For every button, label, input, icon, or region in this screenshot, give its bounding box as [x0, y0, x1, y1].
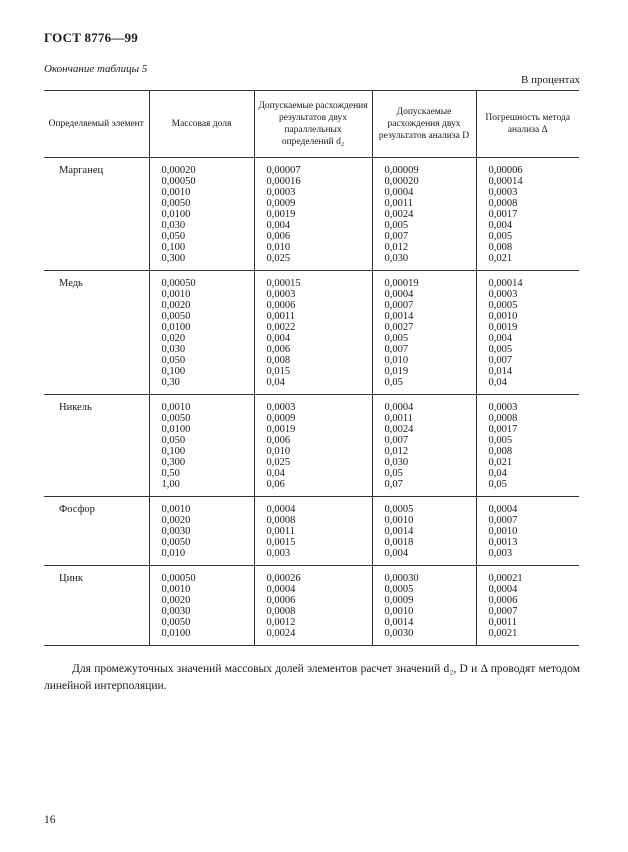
value: 0,0020 [161, 515, 191, 526]
value: 0,004 [488, 333, 513, 344]
cell-mass [149, 395, 254, 497]
element-name: Цинк [44, 566, 149, 646]
cell-mass [149, 566, 254, 646]
column-header-delta: Погрешность метода анализа Δ [476, 91, 579, 158]
value: 0,0004 [384, 402, 414, 413]
value: 0,0030 [161, 526, 191, 537]
value: 0,019 [384, 366, 409, 377]
value: 0,00014 [488, 278, 523, 289]
value: 0,030 [161, 220, 186, 231]
cell-d2 [254, 271, 372, 395]
cell-d2 [254, 497, 372, 566]
cell-delta [476, 158, 579, 271]
value: 0,012 [384, 446, 409, 457]
value: 0,0020 [161, 300, 191, 311]
value: 0,007 [488, 355, 513, 366]
value: 0,0008 [266, 515, 296, 526]
value: 0,025 [266, 253, 291, 264]
value: 0,006 [266, 435, 291, 446]
element-name: Марганец [44, 158, 149, 271]
interpolation-note: Для промежуточных значений массовых долей элементов расчет значений d₂, D и Δ проводят методом линейной интерполяции. [44, 663, 580, 692]
cell-delta [476, 566, 579, 646]
value: 0,010 [266, 242, 291, 253]
value: 0,0010 [384, 606, 414, 617]
value: 0,004 [488, 220, 513, 231]
value: 0,006 [266, 344, 291, 355]
value: 0,021 [488, 253, 513, 264]
column-header-mass-fraction: Массовая доля [149, 91, 254, 158]
value: 0,0007 [384, 300, 414, 311]
value: 0,0014 [384, 311, 414, 322]
value: 0,0019 [266, 424, 296, 435]
value: 0,0019 [266, 209, 296, 220]
value: 0,0050 [161, 413, 191, 424]
value: 0,0009 [384, 595, 414, 606]
value: 0,025 [266, 457, 291, 468]
value: 0,0009 [266, 198, 296, 209]
value: 0,00007 [266, 165, 301, 176]
value: 0,0021 [488, 628, 518, 639]
value: 0,0022 [266, 322, 296, 333]
cell-d2 [254, 566, 372, 646]
value: 0,003 [488, 548, 513, 559]
value: 0,0011 [384, 413, 413, 424]
data-table [44, 90, 579, 646]
value: 0,0005 [488, 300, 518, 311]
units-label: В процентах [521, 74, 580, 86]
value: 0,0012 [266, 617, 296, 628]
value: 0,0003 [266, 402, 296, 413]
value: 0,0006 [266, 595, 296, 606]
value: 0,04 [266, 468, 285, 479]
value: 0,0015 [266, 537, 296, 548]
value: 0,0050 [161, 617, 191, 628]
value: 0,008 [266, 355, 291, 366]
value: 0,0017 [488, 424, 518, 435]
cell-D [372, 271, 476, 395]
cell-mass [149, 271, 254, 395]
value: 0,00015 [266, 278, 301, 289]
value: 0,012 [384, 242, 409, 253]
value: 0,0004 [384, 187, 414, 198]
value: 0,0011 [384, 198, 413, 209]
value: 0,0005 [384, 584, 414, 595]
value: 0,0004 [266, 504, 296, 515]
value: 0,0004 [488, 504, 518, 515]
value: 0,00016 [266, 176, 301, 187]
value: 0,0004 [488, 584, 518, 595]
value: 0,0006 [488, 595, 518, 606]
cell-D [372, 497, 476, 566]
cell-delta [476, 395, 579, 497]
value: 0,00020 [161, 165, 196, 176]
value: 0,015 [266, 366, 291, 377]
table-row [44, 566, 579, 646]
column-header-element: Определяемый элемент [44, 91, 149, 158]
value: 0,0011 [266, 311, 295, 322]
value: 0,004 [384, 548, 409, 559]
value: 0,0100 [161, 628, 191, 639]
table-continuation-caption: Окончание таблицы 5 [44, 63, 148, 75]
value: 0,050 [161, 435, 186, 446]
value: 0,0011 [266, 526, 295, 537]
element-name: Никель [44, 395, 149, 497]
table-row [44, 271, 579, 395]
value: 0,0050 [161, 537, 191, 548]
table-header-row [44, 91, 579, 158]
value: 0,0008 [488, 413, 518, 424]
value: 0,0007 [488, 606, 518, 617]
value: 0,0008 [266, 606, 296, 617]
value: 0,00006 [488, 165, 523, 176]
value: 0,0030 [384, 628, 414, 639]
cell-D [372, 566, 476, 646]
value: 0,0003 [488, 187, 518, 198]
value: 0,0010 [488, 311, 518, 322]
value: 0,0050 [161, 311, 191, 322]
value: 0,0024 [384, 424, 414, 435]
value: 0,05 [384, 468, 403, 479]
value: 0,0004 [384, 289, 414, 300]
value: 0,0100 [161, 322, 191, 333]
cell-d2 [254, 158, 372, 271]
value: 0,00021 [488, 573, 523, 584]
value: 0,06 [266, 479, 285, 490]
value: 0,300 [161, 253, 186, 264]
value: 0,010 [161, 548, 186, 559]
value: 0,004 [266, 333, 291, 344]
value: 0,030 [384, 457, 409, 468]
value: 0,0011 [488, 617, 517, 628]
value: 0,0024 [266, 628, 296, 639]
table-row [44, 158, 579, 271]
value: 0,0100 [161, 209, 191, 220]
value: 0,0010 [161, 289, 191, 300]
value: 0,0009 [266, 413, 296, 424]
value: 0,050 [161, 355, 186, 366]
value: 0,005 [384, 220, 409, 231]
value: 0,04 [488, 468, 507, 479]
value: 0,00014 [488, 176, 523, 187]
value: 0,100 [161, 446, 186, 457]
cell-mass [149, 497, 254, 566]
value: 0,0013 [488, 537, 518, 548]
value: 0,030 [384, 253, 409, 264]
value: 0,0014 [384, 617, 414, 628]
value: 0,00009 [384, 165, 419, 176]
value: 0,030 [161, 344, 186, 355]
value: 0,0007 [488, 515, 518, 526]
value: 0,0005 [384, 504, 414, 515]
value: 0,07 [384, 479, 403, 490]
value: 0,0014 [384, 526, 414, 537]
value: 0,006 [266, 231, 291, 242]
value: 0,007 [384, 435, 409, 446]
value: 0,008 [488, 242, 513, 253]
value: 0,008 [488, 446, 513, 457]
value: 0,0010 [161, 187, 191, 198]
value: 0,0017 [488, 209, 518, 220]
value: 0,00050 [161, 176, 196, 187]
cell-D [372, 395, 476, 497]
value: 0,0010 [488, 526, 518, 537]
value: 0,100 [161, 366, 186, 377]
value: 0,05 [488, 479, 507, 490]
value: 0,005 [384, 333, 409, 344]
value: 0,0006 [266, 300, 296, 311]
value: 0,005 [488, 435, 513, 446]
value: 0,0003 [266, 187, 296, 198]
element-name: Фосфор [44, 497, 149, 566]
value: 0,0010 [161, 584, 191, 595]
value: 0,0010 [161, 504, 191, 515]
value: 0,0050 [161, 198, 191, 209]
value: 0,010 [266, 446, 291, 457]
value: 0,005 [488, 344, 513, 355]
value: 0,004 [266, 220, 291, 231]
cell-mass [149, 158, 254, 271]
value: 0,00030 [384, 573, 419, 584]
value: 0,50 [161, 468, 180, 479]
value: 0,010 [384, 355, 409, 366]
value: 0,04 [488, 377, 507, 388]
column-header-d2: Допускаемые расхождения результатов двух параллельных определений d₂ [254, 91, 372, 158]
value: 0,020 [161, 333, 186, 344]
value: 0,00026 [266, 573, 301, 584]
value: 0,30 [161, 377, 180, 388]
value: 0,007 [384, 344, 409, 355]
value: 0,300 [161, 457, 186, 468]
cell-delta [476, 497, 579, 566]
value: 0,003 [266, 548, 291, 559]
cell-delta [476, 271, 579, 395]
value: 0,100 [161, 242, 186, 253]
value: 0,0018 [384, 537, 414, 548]
cell-d2 [254, 395, 372, 497]
page-number: 16 [44, 814, 56, 826]
value: 0,0003 [266, 289, 296, 300]
value: 0,0019 [488, 322, 518, 333]
value: 0,014 [488, 366, 513, 377]
table-row [44, 395, 579, 497]
document-code: ГОСТ 8776—99 [44, 30, 138, 45]
table-row [44, 497, 579, 566]
value: 0,00050 [161, 573, 196, 584]
element-name: Медь [44, 271, 149, 395]
value: 0,0024 [384, 209, 414, 220]
value: 0,0003 [488, 402, 518, 413]
value: 0,0010 [161, 402, 191, 413]
value: 0,007 [384, 231, 409, 242]
cell-D [372, 158, 476, 271]
value: 0,0004 [266, 584, 296, 595]
value: 0,04 [266, 377, 285, 388]
value: 0,0030 [161, 606, 191, 617]
value: 0,00019 [384, 278, 419, 289]
value: 0,00020 [384, 176, 419, 187]
value: 0,0008 [488, 198, 518, 209]
value: 0,021 [488, 457, 513, 468]
value: 0,005 [488, 231, 513, 242]
value: 0,050 [161, 231, 186, 242]
value: 0,0010 [384, 515, 414, 526]
value: 0,05 [384, 377, 403, 388]
value: 0,00050 [161, 278, 196, 289]
value: 0,0100 [161, 424, 191, 435]
value: 0,0003 [488, 289, 518, 300]
value: 0,0020 [161, 595, 191, 606]
column-header-D: Допускаемые расхождения двух результатов анализа D [372, 91, 476, 158]
value: 0,0027 [384, 322, 414, 333]
value: 1,00 [161, 479, 180, 490]
